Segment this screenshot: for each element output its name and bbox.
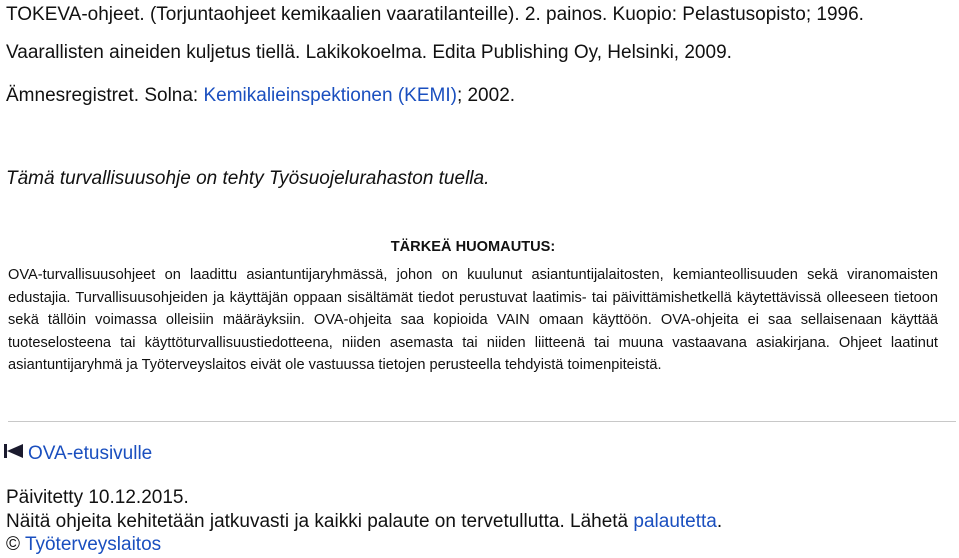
copyright-line bbox=[6, 534, 161, 556]
kemi-link[interactable]: Kemikalieinspektionen (KEMI) bbox=[203, 85, 457, 106]
divider bbox=[8, 421, 956, 422]
notice-title: TÄRKEÄ HUOMAUTUS: bbox=[390, 239, 556, 255]
feedback-line bbox=[6, 511, 722, 533]
reference-suffix: ; 2002. bbox=[456, 85, 516, 106]
reference-kuljetus: Vaarallisten aineiden kuljetus tiellä. Lakikokoelma. Edita Publishing Oy, Helsinki, 2009. bbox=[6, 42, 732, 63]
feedback-text: Näitä ohjeita kehitetään jatkuvasti ja kaikki palaute on tervetullutta. Lähetä bbox=[6, 511, 634, 532]
notice-body: OVA-turvallisuusohjeet on laadittu asiantuntijaryhmässä, johon on kuulunut asiantuntijalaitosten, kemianteollisuuden sekä viranomaisten edustajia. Turvallisuusohjeiden ja käyttäjän oppaan sisältämät tiedot perustuvat laatimis- tai päivittämishetkellä käytettävissä olleeseen tietoon sekä tällöin voimassa olleisiin määräyksiin. OVA-ohjeita saa kopioida VAIN omaan käyttöön. OVA-ohjeita ei saa sellaisenaan käyttää tuoteselosteena tai käyttöturvallisuustiedotteena, niiden asemasta tai niiden liitteenä tai muuna vastaavana asiakirjana. Ohjeet laatinut asiantuntijaryhmä ja Työterveyslaitos eivät ole vastuussa tietojen perusteella tehdyistä toimenpiteistä. bbox=[8, 267, 938, 374]
copyright-symbol: © bbox=[6, 534, 20, 555]
funding-note: Tämä turvallisuusohje on tehty Työsuojelurahaston tuella. bbox=[6, 168, 490, 189]
feedback-link[interactable]: palautetta bbox=[633, 511, 717, 532]
ttl-link[interactable]: Työterveyslaitos bbox=[24, 534, 162, 555]
reference-tokeva: TOKEVA-ohjeet. (Torjuntaohjeet kemikaalien vaaratilanteille). 2. painos. Kuopio: Pelastusopisto; 1996. bbox=[6, 4, 864, 25]
ova-home-link[interactable]: OVA-etusivulle bbox=[28, 443, 153, 464]
updated-date: Päivitetty 10.12.2015. bbox=[6, 487, 189, 508]
important-notice bbox=[8, 236, 938, 376]
feedback-suffix: . bbox=[716, 511, 723, 532]
reference-prefix: Ämnesregistret. Solna: bbox=[6, 85, 204, 106]
back-nav[interactable] bbox=[4, 443, 152, 465]
back-arrow-icon[interactable] bbox=[4, 443, 28, 465]
reference-amnesregistret bbox=[6, 85, 515, 107]
